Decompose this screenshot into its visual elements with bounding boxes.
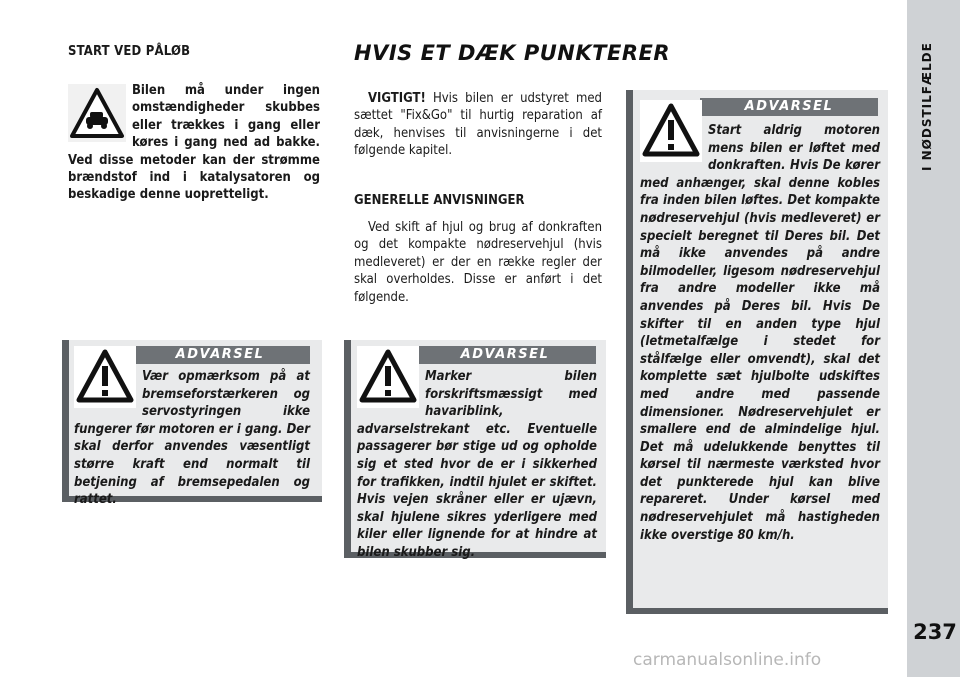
chapter-label: I NØDSTILFÆLDE: [920, 42, 934, 171]
warning-label: ADVARSEL: [414, 346, 596, 364]
page-number: 237: [913, 620, 957, 644]
warning-label: ADVARSEL: [700, 98, 878, 116]
warning-label: ADVARSEL: [130, 346, 310, 364]
general-heading: GENERELLE ANVISNINGER: [354, 193, 525, 208]
page-title: HVIS ET DÆK PUNKTERER: [354, 41, 671, 65]
warning-triangle-icon: [357, 346, 419, 408]
warning-triangle-icon: [640, 100, 702, 162]
catalyst-warning-icon: [68, 84, 126, 142]
warning-text-jack: Start aldrig motoren mens bilen er løftet med donkraften. Hvis De kører med anhænger, skal denne kobles fra inden bilen løftes. Det kompakte nødreservehjul (hvis medleveret) er specielt beregnet til Deres bil. Det må ikke anvendes på andre bilmodeller, ligesom nødreservehjul fra andre modeller ikke må anvendes på Deres bil. Hvis De skifter til en anden type hjul (letmetalfælge i stedet for stålfælge eller omvendt), skal det komplette sæt hjulbolte udskiftes med andre med passende dimensioner. Nødreservehjulet er smallere end de almindelige hjul. Det må udelukkende benyttes til kørsel til nærmeste værksted hvor det punkterede hjul kan blive repareret. Under kørsel med nødreservehjulet må hastigheden ikke overstige 80 km/h.: [640, 122, 880, 544]
start-paragraph: [68, 82, 320, 204]
warning-text-brakes: Vær opmærksom på at bremseforstærkeren og servostyringen ikke fungerer før motoren er i gang. Der skal derfor anvendes væsentligt større kraft end normalt til betjening af bremsepedalen og rattet.: [74, 368, 310, 509]
warning-text-hazard: Marker bilen forskriftsmæssigt med havariblink, advarselstrekant etc. Eventuelle passagerer bør stige ud og opholde sig et sted hvor de er i sikkerhed for trafikken, indtil hjulet er skiftet. Hvis vejen skråner eller er ujævn, skal hjulene sikres yderligere med kiler eller lignende for at hindre at bilen skubber sig.: [357, 368, 597, 562]
start-heading: START VED PÅLØB: [68, 44, 191, 59]
watermark: carmanualsonline.info: [633, 650, 822, 670]
important-label: VIGTIGT!: [368, 91, 426, 106]
general-paragraph: Ved skift af hjul og brug af donkraften og det kompakte nødreservehjul (hvis medleveret) er der en række regler der skal overholdes. Disse er anført i det følgende.: [354, 220, 602, 305]
start-text: Bilen må under ingen omstændigheder skubbes eller trækkes i gang eller køres i gang ned ad bakke. Ved disse metoder kan der strømme brændstof ind i katalysatoren og beskadige denne uopretteligt.: [68, 83, 320, 203]
important-paragraph: [354, 90, 602, 160]
warning-triangle-icon: [74, 346, 136, 408]
important-text: Hvis bilen er udstyret med sættet "Fix&Go" til hurtig reparation af dæk, henvises til anvisningerne i det følgende kapitel.: [354, 91, 602, 159]
